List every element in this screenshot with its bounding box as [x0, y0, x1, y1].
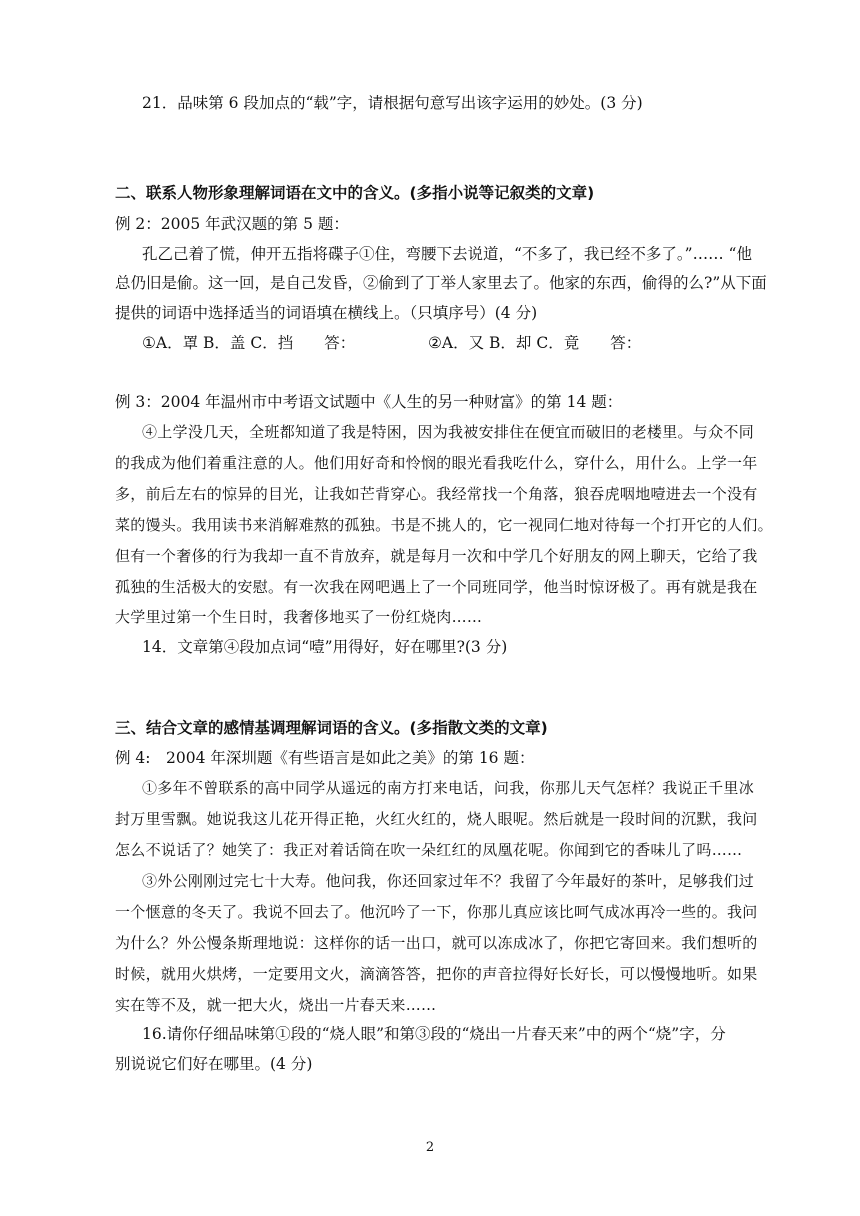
text-line-ex2-p3: 提供的词语中选择适当的词语填在横线上。（只填序号）(4 分) [115, 304, 538, 322]
text-line-ex4-p6: 为什么？外公慢条斯理地说：这样你的话一出口，就可以冻成冰了，你把它寄回来。我们想听的 [115, 934, 758, 952]
text-line-ex4-p8: 实在等不及，就一把大火，烧出一片春天来…… [115, 996, 437, 1014]
text-line-ex4: 例 4: 2004 年深圳题《有些语言是如此之美》的第 16 题： [115, 749, 535, 767]
text-line-ex3-p1: ④上学没几天，全班都知道了我是特困，因为我被安排住在便宜而破旧的老楼里。与众不同 [142, 423, 755, 441]
text-line-sec3-title: 三、结合文章的感情基调理解词语的含义。(多指散文类的文章) [115, 719, 548, 737]
text-line-ex2-p2: 总仍旧是偷。这一回，是自己发昏，②偷到了丁举人家里去了。他家的东西，偷得的么?”从下面 [115, 274, 767, 292]
text-line-q21: 21．品味第 6 段加点的“载”字，请根据句意写出该字运用的妙处。(3 分) [142, 94, 643, 112]
text-line-ex4-p3: 怎么不说话了？她笑了：我正对着话筒在吹一朵红红的凤凰花呢。你闻到它的香味儿了吗…… [115, 841, 743, 859]
text-line-ex2-opt2: ②A．又 B．却 C．竟 答： [428, 334, 642, 352]
text-line-ex4-p4: ③外公刚刚过完七十大寿。他问我，你还回家过年不？我留了今年最好的茶叶，足够我们过 [142, 872, 755, 890]
text-line-ex2-p1: 孔乙己着了慌，伸开五指将碟子①住，弯腰下去说道，“不多了，我已经不多了。”…… “他 [142, 245, 752, 263]
text-line-sec2-title: 二、联系人物形象理解词语在文中的含义。(多指小说等记叙类的文章) [115, 184, 595, 202]
text-line-ex4-p5: 一个惬意的冬天了。我说不回去了。他沉吟了一下，你那儿真应该比呵气成冰再冷一些的。我问 [115, 903, 758, 921]
page-number: 2 [425, 1140, 435, 1155]
text-line-q14: 14．文章第④段加点词“噎”用得好，好在哪里?(3 分) [142, 638, 508, 656]
text-line-ex2: 例 2：2005 年武汉题的第 5 题： [115, 215, 349, 233]
text-line-ex3-p2: 的我成为他们着重注意的人。他们用好奇和怜悯的眼光看我吃什么，穿什么，用什么。上学一年 [115, 454, 758, 472]
text-line-ex3-p3: 多，前后左右的惊异的目光，让我如芒背穿心。我经常找一个角落，狼吞虎咽地噎进去一个没有 [115, 485, 758, 503]
text-line-ex2-opt1: ①A．罩 B．盖 C．挡 答： [142, 334, 356, 352]
text-line-q16-1: 16.请你仔细品味第①段的“烧人眼”和第③段的“烧出一片春天来”中的两个“烧”字，分 [142, 1025, 726, 1043]
text-line-ex4-p1: ①多年不曾联系的高中同学从遥远的南方打来电话，问我，你那儿天气怎样？我说正千里冰 [142, 779, 755, 797]
text-line-ex3-p6: 孤独的生活极大的安慰。有一次我在网吧遇上了一个同班同学，他当时惊讶极了。再有就是我在 [115, 578, 758, 596]
text-line-ex3-p7: 大学里过第一个生日时，我奢侈地买了一份红烧肉…… [115, 608, 483, 626]
text-line-ex3-p4: 菜的馒头。我用读书来消解难熬的孤独。书是不挑人的，它一视同仁地对待每一个打开它的人们。 [115, 516, 773, 534]
text-line-ex4-p7: 时候，就用火烘烤，一定要用文火，滴滴答答，把你的声音拉得好长好长，可以慢慢地听。如果 [115, 965, 758, 983]
text-line-q16-2: 别说说它们好在哪里。(4 分) [115, 1055, 313, 1073]
text-line-ex4-p2: 封万里雪飘。她说我这儿花开得正艳，火红火红的，烧人眼呢。然后就是一段时间的沉默，我问 [115, 810, 758, 828]
text-line-ex3-p5: 但有一个奢侈的行为我却一直不肯放弃，就是每月一次和中学几个好朋友的网上聊天，它给了我 [115, 547, 758, 565]
text-line-ex3: 例 3：2004 年温州市中考语文试题中《人生的另一种财富》的第 14 题： [115, 393, 623, 411]
